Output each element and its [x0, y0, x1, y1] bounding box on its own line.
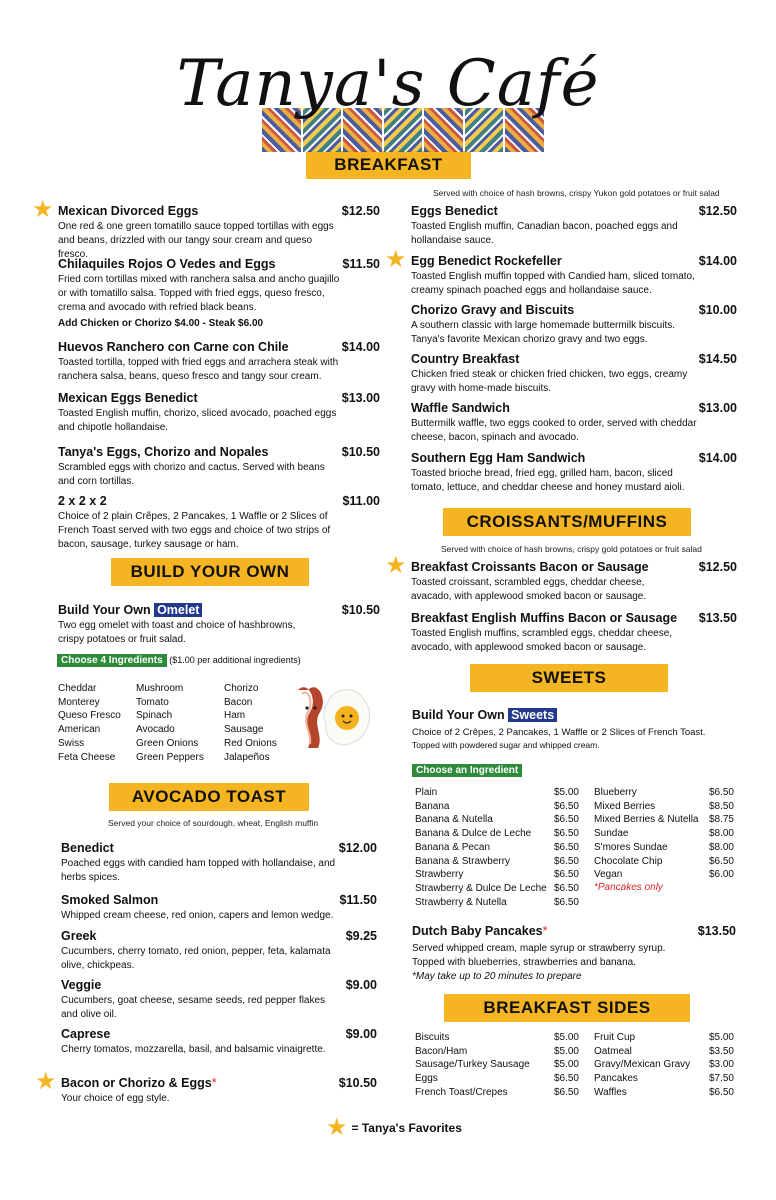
- item-desc: Fried corn tortillas mixed with ranchera salsa and ancho guajillo or with tomatillo salsa. Topped with fried eggs, queso fresco, crema and avocado with refried black beans.: [58, 274, 340, 313]
- price-row: [415, 1058, 579, 1072]
- item-desc: Your choice of egg style.: [61, 1093, 170, 1104]
- choose-an-ingredient-chip: Choose an Ingredient: [412, 764, 522, 777]
- price-row-name: Pancakes: [594, 1073, 638, 1085]
- avocado-note: Served your choice of sourdough, wheat, English muffin: [108, 818, 319, 828]
- menu-item-dutch-baby: [412, 924, 736, 984]
- price-row-price: $5.00: [553, 787, 579, 798]
- price-row-name: Banana & Nutella: [415, 814, 493, 826]
- price-row-price: $6.50: [553, 1086, 579, 1098]
- breakfast-banner: BREAKFAST: [306, 151, 471, 179]
- item-desc: Chicken fried steak or chicken fried chicken, two eggs, creamy gravy with home-made biscuits.: [411, 369, 688, 394]
- price-row-price: $8.75: [708, 814, 734, 826]
- item-name: Bacon or Chorizo & Eggs: [61, 1076, 212, 1090]
- omelet-desc: Two egg omelet with toast and choice of hashbrowns, crispy potatoes or fruit salad.: [58, 620, 296, 645]
- item-name: Chorizo Gravy and Biscuits: [411, 303, 575, 317]
- menu-item: [411, 352, 737, 396]
- menu-item: [58, 445, 380, 489]
- menu-item-omelet: [58, 603, 380, 647]
- price-row-name: Oatmeal: [594, 1045, 632, 1057]
- price-row-name: Fruit Cup: [594, 1032, 636, 1043]
- build-your-own-banner: BUILD YOUR OWN: [111, 558, 309, 586]
- price-row: [415, 1045, 579, 1059]
- omelet-ingredients-grid: [58, 682, 288, 764]
- menu-item: [61, 1027, 377, 1057]
- omelet-choose-row: [57, 655, 301, 666]
- item-mark: *: [211, 1076, 217, 1090]
- dutch-baby-desc: Served whipped cream, maple syrup or strawberry syrup. Topped with blueberries, strawberries and banana.: [412, 943, 666, 968]
- item-price: $12.50: [341, 204, 380, 218]
- ingredient-option: Bacon: [224, 696, 253, 708]
- price-row: [415, 868, 579, 882]
- price-row-name: Eggs: [415, 1073, 438, 1085]
- item-desc: A southern classic with large homemade buttermilk biscuits. Tanya's favorite Mexican chorizo gravy and two eggs.: [411, 320, 676, 345]
- price-row: [594, 813, 734, 827]
- sweets-desc-2: Topped with powdered sugar and whipped cream.: [412, 740, 600, 750]
- sweets-options-left: [415, 786, 579, 909]
- price-row: [594, 855, 734, 869]
- menu-item: [411, 401, 737, 445]
- pancakes-only-note: *Pancakes only: [594, 882, 663, 893]
- item-name: Benedict: [61, 841, 114, 855]
- menu-item: [61, 893, 377, 923]
- menu-item-build-sweets: [412, 708, 742, 751]
- sweets-choose-row: [412, 760, 522, 778]
- sweets-banner: SWEETS: [470, 664, 668, 692]
- price-row-price: $6.50: [553, 1073, 579, 1085]
- price-row: [594, 1072, 734, 1086]
- ingredient-option: American: [58, 724, 101, 736]
- item-price: $10.00: [698, 303, 737, 317]
- price-row-price: $5.00: [553, 1059, 579, 1071]
- item-price: $14.00: [698, 254, 737, 268]
- ingredient-option: Tomato: [136, 696, 169, 708]
- price-row-price: $6.50: [708, 1086, 734, 1098]
- price-row-price: $6.50: [553, 841, 579, 853]
- ingredient-option: Feta Cheese: [58, 751, 116, 763]
- price-row: [594, 1045, 734, 1059]
- additional-ingredients-note: ($1.00 per additional ingredients): [169, 655, 301, 665]
- ingredient-option: Sausage: [224, 724, 264, 736]
- price-row: [415, 841, 579, 855]
- price-row-price: $6.50: [708, 787, 734, 798]
- cafe-title: Tanya's Café: [176, 47, 600, 121]
- menu-item: [411, 451, 737, 495]
- menu-item: [411, 254, 737, 298]
- dutch-baby-note: *May take up to 20 minutes to prepare: [412, 971, 582, 982]
- sweets-options-right: [594, 786, 734, 882]
- ingredient-option: Monterey: [58, 696, 100, 708]
- price-row: [415, 1072, 579, 1086]
- ingredient-option: Queso Fresco: [58, 710, 121, 722]
- price-row: [594, 800, 734, 814]
- price-row: [594, 786, 734, 800]
- price-row-name: S'mores Sundae: [594, 841, 668, 853]
- item-desc: Toasted English muffin topped with Candied ham, sliced tomato, creamy spinach poached eggs and hollandaise sauce.: [411, 271, 695, 296]
- price-row-price: $8.00: [708, 841, 734, 853]
- omelet-chip: Omelet: [154, 603, 202, 617]
- price-row-price: $3.00: [708, 1059, 734, 1071]
- price-row-name: Banana & Dulce de Leche: [415, 828, 532, 840]
- item-name: Tanya's Eggs, Chorizo and Nopales: [58, 445, 269, 459]
- menu-item: [61, 1076, 377, 1106]
- menu-item: [411, 204, 737, 248]
- item-price: $14.00: [341, 340, 380, 354]
- item-price: $12.50: [698, 560, 737, 574]
- menu-item: [58, 204, 380, 262]
- price-row-price: $6.50: [553, 882, 579, 894]
- item-name: Smoked Salmon: [61, 893, 159, 907]
- item-price: $10.50: [341, 445, 380, 459]
- item-name: Waffle Sandwich: [411, 401, 510, 415]
- item-name: Egg Benedict Rockefeller: [411, 254, 562, 268]
- price-row: [594, 841, 734, 855]
- item-price: $11.00: [342, 494, 380, 508]
- breakfast-sides-banner: BREAKFAST SIDES: [444, 994, 690, 1022]
- item-desc: Toasted English muffin, Canadian bacon, poached eggs and hollandaise sauce.: [411, 221, 678, 246]
- price-row-name: Sausage/Turkey Sausage: [415, 1059, 530, 1071]
- dutch-baby-name: Dutch Baby Pancakes: [412, 924, 543, 938]
- croissants-muffins-banner: CROISSANTS/MUFFINS: [443, 508, 691, 536]
- choose-4-ingredients-chip: Choose 4 Ingredients: [57, 654, 167, 667]
- item-name: Southern Egg Ham Sandwich: [411, 451, 586, 465]
- price-row: [415, 1086, 579, 1100]
- price-row-price: $8.50: [708, 800, 734, 812]
- price-row-name: Banana & Strawberry: [415, 855, 511, 867]
- croissants-note: Served with choice of hash browns, crispy gold potatoes or fruit salad: [441, 544, 702, 554]
- dutch-baby-mark: *: [542, 924, 548, 938]
- favorite-star-icon: ★: [385, 246, 407, 273]
- item-desc: Toasted English muffin, chorizo, sliced avocado, poached eggs and chipotle hollandaise.: [58, 408, 337, 433]
- sides-left: [415, 1031, 579, 1100]
- item-price: $14.50: [698, 352, 737, 366]
- item-price: $13.00: [698, 401, 737, 415]
- price-row: [415, 1031, 579, 1045]
- item-price: $11.50: [339, 893, 377, 907]
- omelet-name: Build Your Own: [58, 603, 151, 617]
- item-name: Country Breakfast: [411, 352, 520, 366]
- menu-item: [61, 978, 377, 1022]
- price-row-name: Mixed Berries & Nutella: [594, 814, 699, 826]
- item-name: Eggs Benedict: [411, 204, 498, 218]
- price-row-name: Banana: [415, 800, 450, 812]
- item-name: Huevos Ranchero con Carne con Chile: [58, 340, 289, 354]
- item-price: $9.00: [345, 1027, 377, 1041]
- item-price: $11.50: [342, 257, 380, 271]
- item-name: Breakfast Croissants Bacon or Sausage: [411, 560, 649, 574]
- ingredient-option: Swiss: [58, 737, 85, 749]
- bacon-and-egg-illustration: [288, 680, 374, 752]
- price-row-name: Mixed Berries: [594, 800, 656, 812]
- sweets-chip: Sweets: [508, 708, 557, 722]
- item-desc: One red & one green tomatillo sauce topped tortillas with eggs and beans, drizzled with our tangy sour cream and queso fresco.: [58, 221, 334, 260]
- item-desc: Cucumbers, cherry tomato, red onion, pepper, feta, kalamata olive, chickpeas.: [61, 946, 331, 971]
- price-row-name: Strawberry & Nutella: [415, 896, 507, 908]
- price-row-name: French Toast/Crepes: [415, 1086, 508, 1098]
- menu-item: [58, 494, 380, 552]
- price-row-price: $6.50: [553, 800, 579, 812]
- item-name: Mexican Divorced Eggs: [58, 204, 199, 218]
- item-desc: Buttermilk waffle, two eggs cooked to order, served with cheddar cheese, bacon, spinach and avocado.: [411, 418, 697, 443]
- price-row: [415, 896, 579, 910]
- price-row-name: Strawberry: [415, 869, 464, 881]
- price-row-price: $6.50: [708, 855, 734, 867]
- price-row-price: $6.50: [553, 855, 579, 867]
- menu-item: [411, 611, 737, 655]
- price-row-price: $6.50: [553, 896, 579, 908]
- ingredient-option: Spinach: [136, 710, 173, 722]
- item-desc: Toasted English muffins, scrambled eggs, cheddar cheese, avocado, with applewood smoked bacon or sausage.: [411, 628, 673, 653]
- price-row-price: $7.50: [708, 1073, 734, 1085]
- price-row-name: Plain: [415, 787, 438, 798]
- price-row: [415, 855, 579, 869]
- ingredient-option: Mushroom: [136, 683, 184, 694]
- menu-item: [61, 841, 377, 885]
- price-row: [415, 813, 579, 827]
- ingredient-option: Ham: [224, 710, 246, 722]
- menu-item: [58, 257, 380, 329]
- item-price: $13.50: [698, 611, 737, 625]
- item-desc: Toasted croissant, scrambled eggs, cheddar cheese, avacado, with applewood smoked bacon or sausage.: [411, 577, 647, 602]
- price-row: [415, 882, 579, 896]
- price-row-name: Strawberry & Dulce De Leche: [415, 882, 547, 894]
- menu-item: [58, 340, 380, 384]
- price-row-price: $6.50: [553, 828, 579, 840]
- favorite-star-icon: ★: [35, 1068, 57, 1095]
- breakfast-note: Served with choice of hash browns, crispy Yukon gold potatoes or fruit salad: [433, 188, 720, 198]
- item-desc: Toasted tortilla, topped with fried eggs and arrachera steak with ranchera salsa, beans, queso fresco and tangy sour cream.: [58, 357, 339, 382]
- ingredient-option: Green Peppers: [136, 751, 204, 763]
- sides-right: [594, 1031, 734, 1100]
- item-desc: Scrambled eggs with chorizo and cactus. Served with beans and corn tortillas.: [58, 462, 325, 487]
- price-row: [594, 1086, 734, 1100]
- sweets-name: Build Your Own: [412, 708, 505, 722]
- favorite-star-icon: ★: [385, 552, 407, 579]
- menu-item: [61, 929, 377, 973]
- ingredient-option: Red Onions: [224, 737, 277, 749]
- item-name: Mexican Eggs Benedict: [58, 391, 198, 405]
- price-row-price: $6.50: [553, 814, 579, 826]
- omelet-price: $10.50: [341, 603, 380, 617]
- price-row: [415, 827, 579, 841]
- ingredient-option: Green Onions: [136, 737, 199, 749]
- price-row-price: $5.00: [708, 1032, 734, 1043]
- item-desc: Toasted brioche bread, fried egg, grilled ham, bacon, sliced tomato, lettuce, and cheddar cheese and honey mustard aioli.: [411, 468, 685, 493]
- price-row-name: Gravy/Mexican Gravy: [594, 1059, 691, 1071]
- price-row: [415, 800, 579, 814]
- item-price: $12.50: [698, 204, 737, 218]
- item-addon: Add Chicken or Chorizo $4.00 - Steak $6.00: [58, 318, 264, 329]
- price-row: [594, 868, 734, 882]
- price-row-name: Bacon/Ham: [415, 1045, 468, 1057]
- price-row-name: Blueberry: [594, 787, 637, 798]
- price-row: [594, 827, 734, 841]
- menu-item: [411, 560, 737, 604]
- price-row-price: $8.00: [708, 828, 734, 840]
- price-row-price: $3.50: [708, 1045, 734, 1057]
- ingredient-option: Jalapeños: [224, 751, 270, 763]
- price-row-name: Banana & Pecan: [415, 841, 491, 853]
- item-name: Caprese: [61, 1027, 111, 1041]
- item-price: $12.00: [338, 841, 377, 855]
- item-name: 2 x 2 x 2: [58, 494, 107, 508]
- price-row-price: $5.00: [553, 1032, 579, 1043]
- item-name: Greek: [61, 929, 97, 943]
- item-price: $13.00: [341, 391, 380, 405]
- ingredient-option: Avocado: [136, 724, 175, 736]
- star-icon: ★: [326, 1114, 348, 1141]
- avocado-toast-banner: AVOCADO TOAST: [109, 783, 309, 811]
- ingredient-option: Chorizo: [224, 683, 259, 694]
- item-price: $9.00: [345, 978, 377, 992]
- favorite-star-icon: ★: [32, 196, 54, 223]
- price-row-name: Vegan: [594, 869, 623, 881]
- item-desc: Whipped cream cheese, red onion, capers and lemon wedge.: [61, 910, 334, 921]
- price-row-price: $6.50: [553, 869, 579, 881]
- item-desc: Cherry tomatos, mozzarella, basil, and balsamic vinaigrette.: [61, 1044, 326, 1055]
- cafe-logo: [0, 38, 776, 138]
- item-desc: Cucumbers, goat cheese, sesame seeds, red pepper flakes and olive oil.: [61, 995, 326, 1020]
- price-row-name: Sundae: [594, 828, 629, 840]
- price-row: [594, 1058, 734, 1072]
- item-price: $14.00: [698, 451, 737, 465]
- ingredient-option: Cheddar: [58, 683, 97, 694]
- dutch-baby-price: $13.50: [697, 924, 736, 938]
- menu-item: [58, 391, 380, 435]
- price-row-price: $5.00: [553, 1045, 579, 1057]
- menu-item: [411, 303, 737, 347]
- price-row: [594, 1031, 734, 1045]
- price-row: [415, 786, 579, 800]
- item-price: $9.25: [345, 929, 377, 943]
- favorites-legend-text: = Tanya's Favorites: [351, 1121, 462, 1135]
- price-row-name: Biscuits: [415, 1032, 450, 1043]
- item-desc: Poached eggs with candied ham topped with hollandaise, and herbs spices.: [61, 858, 336, 883]
- sweets-desc-1: Choice of 2 Crêpes, 2 Pancakes, 1 Waffle or 2 Slices of French Toast.: [412, 727, 706, 738]
- item-desc: Choice of 2 plain Crêpes, 2 Pancakes, 1 Waffle or 2 Slices of French Toast served with two eggs and choice of two strips of bacon, sausage, turkey sausage or ham.: [58, 511, 331, 550]
- price-row-name: Chocolate Chip: [594, 855, 663, 867]
- item-name: Veggie: [61, 978, 102, 992]
- item-name: Chilaquiles Rojos O Vedes and Eggs: [58, 257, 276, 271]
- price-row-price: $6.00: [708, 869, 734, 881]
- item-price: $10.50: [338, 1076, 377, 1090]
- favorites-legend: [326, 1116, 462, 1140]
- item-name: Breakfast English Muffins Bacon or Sausage: [411, 611, 678, 625]
- price-row-name: Waffles: [594, 1086, 627, 1098]
